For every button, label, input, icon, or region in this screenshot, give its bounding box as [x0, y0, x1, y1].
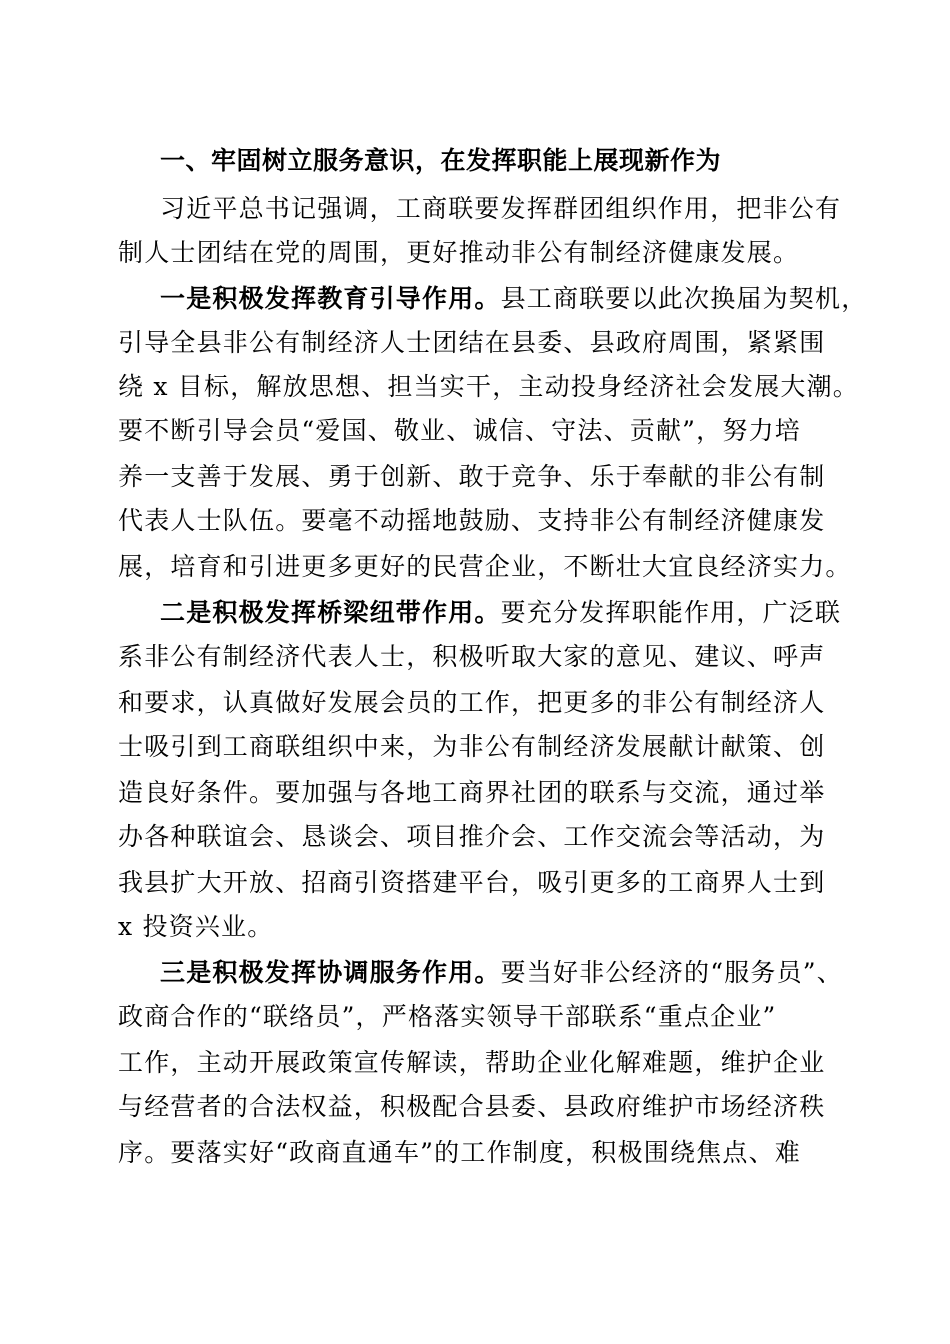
- section2-line: 办各种联谊会、恳谈会、项目推介会、工作交流会等活动，为: [118, 822, 826, 851]
- section1-line: 要不断引导会员“爱国、敬业、诚信、守法、贡献”，努力培: [118, 416, 801, 445]
- section3-line: 政商合作的“联络员”，严格落实领导干部联系“重点企业”: [118, 1002, 777, 1031]
- section1-line: 引导全县非公有制经济人士团结在县委、县政府周围，紧紧围: [118, 328, 826, 357]
- section2-line: x 投资兴业。: [118, 912, 274, 941]
- section2-first-line-rest: 要充分发挥职能作用，广泛联: [500, 598, 842, 627]
- section2-line: 和要求，认真做好发展会员的工作，把更多的非公有制经济人: [118, 688, 826, 717]
- section2-lead: 二是积极发挥桥梁纽带作用。: [160, 598, 501, 627]
- section3-line: 序。要落实好“政商直通车”的工作制度，积极围绕焦点、难: [118, 1138, 801, 1167]
- section3-first-line-rest: 要当好非公经济的“服务员”、: [500, 958, 843, 987]
- section1-lead: 一是积极发挥教育引导作用。: [160, 284, 501, 313]
- section3-first-line: [160, 951, 843, 995]
- intro-line-1: 习近平总书记强调，工商联要发挥群团组织作用，把非公有: [160, 194, 842, 223]
- section2-line: 造良好条件。要加强与各地工商界社团的联系与交流，通过举: [118, 778, 826, 807]
- section1-line: 代表人士队伍。要毫不动摇地鼓励、支持非公有制经济健康发: [118, 506, 826, 535]
- intro-line-2: 制人士团结在党的周围，更好推动非公有制经济健康发展。: [118, 238, 800, 267]
- section1-line: 绕 x 目标，解放思想、担当实干，主动投身经济社会发展大潮。: [118, 372, 859, 401]
- section3-line: 工作，主动开展政策宣传解读，帮助企业化解难题，维护企业: [118, 1048, 826, 1077]
- section-heading: 一、牢固树立服务意识，在发挥职能上展现新作为: [160, 146, 722, 175]
- section1-first-line-rest: 县工商联要以此次换届为契机，: [500, 284, 868, 313]
- section1-line: 养一支善于发展、勇于创新、敢于竞争、乐于奉献的非公有制: [118, 462, 826, 491]
- section3-line: 与经营者的合法权益，积极配合县委、县政府维护市场经济秩: [118, 1092, 826, 1121]
- section1-first-line: [160, 277, 868, 321]
- section2-line: 我县扩大开放、招商引资搭建平台，吸引更多的工商界人士到: [118, 868, 826, 897]
- section2-line: 士吸引到工商联组织中来，为非公有制经济发展献计献策、创: [118, 732, 826, 761]
- section2-first-line: [160, 591, 842, 635]
- section1-line: 展，培育和引进更多更好的民营企业，不断壮大宜良经济实力。: [118, 552, 852, 581]
- section2-line: 系非公有制经济代表人士，积极听取大家的意见、建议、呼声: [118, 642, 826, 671]
- section3-lead: 三是积极发挥协调服务作用。: [160, 958, 501, 987]
